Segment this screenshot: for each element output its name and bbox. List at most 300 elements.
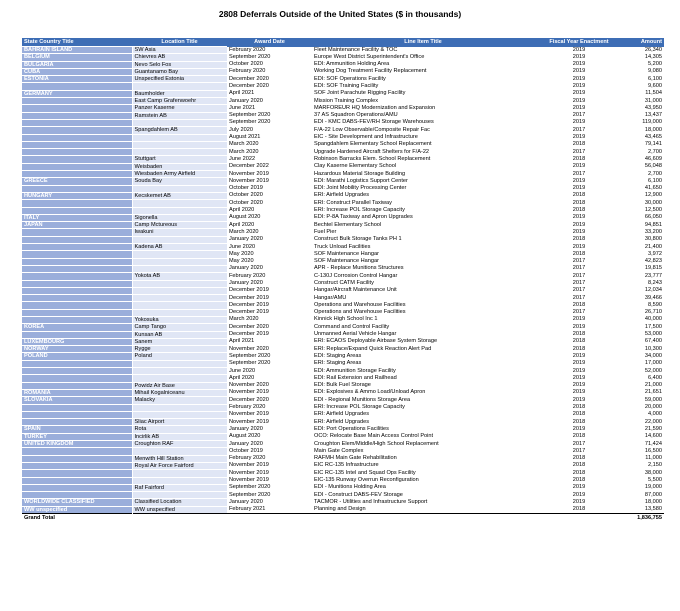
amount-cell: 18,000 (644, 498, 662, 505)
country-cell (22, 127, 132, 134)
award-date-cell: March 2020 (229, 148, 259, 155)
line-item-cell: ERI: ECAOS Deployable Airbase System Storage (314, 338, 438, 345)
country-cell (22, 331, 132, 338)
award-date-cell: September 2020 (229, 119, 271, 126)
location-cell (132, 134, 227, 141)
award-date-cell: September 2020 (229, 484, 271, 491)
amount-cell: 33,200 (644, 228, 662, 235)
line-item-cell: EDI - Construct DABS-FEV Storage (314, 491, 403, 498)
country-cell (22, 492, 132, 499)
amount-cell: 6,100 (648, 75, 662, 82)
table-row (22, 346, 664, 353)
location-cell (132, 119, 227, 126)
award-date-cell: December 2020 (229, 396, 269, 403)
amount-cell: 31,000 (644, 97, 662, 104)
line-item-cell: Mission Training Complex (314, 97, 379, 104)
line-item-cell: Bechtel Elementary School (314, 221, 382, 228)
table-row (22, 222, 664, 229)
line-item-cell: EDI - Munitions Holding Area (314, 484, 386, 491)
fiscal-year-cell: 2017 (572, 126, 586, 133)
award-date-cell: November 2019 (229, 177, 269, 184)
location-cell: Camp Mctureous (132, 222, 227, 229)
award-date-cell: January 2020 (229, 265, 263, 272)
country-cell (22, 265, 132, 272)
country-cell: KOREA (22, 324, 132, 331)
line-item-cell: EIC RC-135 Infrastructure (314, 462, 379, 469)
award-date-cell: February 2020 (229, 404, 266, 411)
line-item-cell: ERI: Airfield Upgrades (314, 192, 370, 199)
amount-cell: 16,500 (644, 447, 662, 454)
amount-cell: 94,851 (644, 221, 662, 228)
fiscal-year-cell: 2018 (572, 331, 586, 338)
amount-cell: 30,800 (644, 236, 662, 243)
table-row (22, 258, 664, 265)
fiscal-year-cell: 2018 (572, 192, 586, 199)
location-cell: Rota (132, 426, 227, 433)
award-date-cell: June 2020 (229, 367, 256, 374)
amount-cell: 19,000 (644, 484, 662, 491)
award-date-cell: February 2021 (229, 506, 266, 513)
country-cell (22, 105, 132, 112)
table-row (22, 280, 664, 287)
location-cell: Ramstein AB (132, 112, 227, 119)
line-item-cell: 37 AS Squadron Operations/AMU (314, 112, 398, 119)
location-cell (132, 360, 227, 367)
line-item-cell: Clay Kaserne Elementary School (314, 163, 397, 170)
line-item-cell: EDI - Regional Munitions Storage Area (314, 396, 411, 403)
award-date-cell: July 2020 (229, 126, 253, 133)
country-cell: SLOVAKIA (22, 397, 132, 404)
amount-cell: 3,972 (648, 250, 662, 257)
fiscal-year-cell: 2019 (572, 82, 586, 89)
line-item-cell: EDI: Ammunition Storage Facility (314, 367, 396, 374)
table-row (22, 265, 664, 272)
award-date-cell: April 2021 (229, 338, 255, 345)
amount-cell: 2,150 (648, 462, 662, 469)
location-cell: Yokota AB (132, 273, 227, 280)
award-date-cell: January 2020 (229, 498, 263, 505)
award-date-cell: February 2020 (229, 455, 266, 462)
amount-cell: 23,777 (644, 272, 662, 279)
country-cell: ESTONIA (22, 76, 132, 83)
table-row (22, 419, 664, 426)
table-row (22, 492, 664, 499)
award-date-cell: October 2020 (229, 192, 263, 199)
fiscal-year-cell: 2018 (572, 141, 586, 148)
table-row (22, 287, 664, 294)
fiscal-year-cell: 2019 (572, 119, 586, 126)
award-date-cell: November 2019 (229, 418, 269, 425)
fiscal-year-cell: 2017 (572, 447, 586, 454)
table-row (22, 331, 664, 338)
award-date-cell: October 2019 (229, 185, 263, 192)
location-cell: Malacky (132, 397, 227, 404)
amount-cell: 53,000 (644, 331, 662, 338)
location-cell (132, 375, 227, 382)
table-row (22, 316, 664, 323)
amount-cell: 19,815 (644, 265, 662, 272)
award-date-cell: November 2019 (229, 411, 269, 418)
fiscal-year-cell: 2017 (572, 440, 586, 447)
fiscal-year-cell: 2019 (572, 389, 586, 396)
amount-cell: 17,000 (644, 360, 662, 367)
country-cell (22, 484, 132, 491)
amount-cell: 40,000 (644, 316, 662, 323)
country-cell: HUNGARY (22, 192, 132, 199)
location-cell: Iwakuni (132, 229, 227, 236)
amount-cell: 4,000 (648, 411, 662, 418)
award-date-cell: September 2020 (229, 360, 271, 367)
location-cell: Nevo Selo Fos (132, 61, 227, 68)
country-cell (22, 83, 132, 90)
table-row (22, 441, 664, 448)
header-country: State Country Title (22, 38, 132, 47)
line-item-cell: APR - Replace Munitions Structures (314, 265, 404, 272)
line-item-cell: Hazardous Material Storage Building (314, 170, 406, 177)
fiscal-year-cell: 2019 (572, 484, 586, 491)
table-row (22, 98, 664, 105)
fiscal-year-cell: 2019 (572, 221, 586, 228)
table-row (22, 368, 664, 375)
country-cell (22, 207, 132, 214)
location-cell: Poland (132, 353, 227, 360)
table-row (22, 68, 664, 75)
location-cell: Mihail Kogalniceanu (132, 389, 227, 396)
fiscal-year-cell: 2018 (572, 250, 586, 257)
award-date-cell: February 2020 (229, 272, 266, 279)
location-cell: Royal Air Force Fairford (132, 462, 227, 469)
award-date-cell: April 2020 (229, 207, 255, 214)
fiscal-year-cell: 2018 (572, 506, 586, 513)
fiscal-year-cell: 2019 (572, 374, 586, 381)
fiscal-year-cell: 2017 (572, 287, 586, 294)
amount-cell: 10,300 (644, 345, 662, 352)
line-item-cell: Unmanned Aerial Vehicle Hangar (314, 331, 397, 338)
location-cell (132, 141, 227, 148)
award-date-cell: December 2020 (229, 75, 269, 82)
amount-cell: 41,650 (644, 185, 662, 192)
location-cell: Camp Tango (132, 324, 227, 331)
amount-cell: 71,424 (644, 440, 662, 447)
table-row (22, 273, 664, 280)
line-item-cell: Hangar/AMU (314, 294, 347, 301)
line-item-cell: EIC RC-135 Intel and Squad Ops Facility (314, 469, 416, 476)
location-cell: Souda Bay (132, 178, 227, 185)
country-cell (22, 185, 132, 192)
line-item-cell: ERI: Airfield Upgrades (314, 411, 370, 418)
country-cell (22, 455, 132, 462)
table-row (22, 171, 664, 178)
award-date-cell: December 2020 (229, 323, 269, 330)
amount-cell: 11,000 (645, 455, 662, 462)
country-cell (22, 171, 132, 178)
award-date-cell: September 2020 (229, 53, 271, 60)
location-cell (132, 411, 227, 418)
country-cell (22, 258, 132, 265)
line-item-cell: Hangar/Aircraft Maintenance Unit (314, 287, 397, 294)
country-cell: BULGARIA (22, 61, 132, 68)
fiscal-year-cell: 2019 (572, 352, 586, 359)
country-cell: WW unspecified (22, 506, 132, 513)
amount-cell: 5,200 (648, 61, 662, 68)
deferrals-table (22, 38, 664, 521)
amount-cell: 119,000 (642, 119, 662, 126)
amount-cell: 9,600 (648, 82, 662, 89)
table-row (22, 192, 664, 199)
award-date-cell: December 2019 (229, 294, 269, 301)
table-row (22, 112, 664, 119)
country-cell: GERMANY (22, 90, 132, 97)
country-cell (22, 244, 132, 251)
award-date-cell: November 2019 (229, 389, 269, 396)
line-item-cell: Upgrade Hardened Aircraft Shelters for F/A-22 (314, 148, 430, 155)
location-cell (132, 368, 227, 375)
amount-cell: 56,048 (644, 163, 662, 170)
table-row (22, 382, 664, 389)
amount-cell: 21,651 (644, 389, 662, 396)
table-row (22, 375, 664, 382)
fiscal-year-cell: 2018 (572, 207, 586, 214)
location-cell (132, 295, 227, 302)
table-header-row (22, 38, 664, 47)
country-cell (22, 368, 132, 375)
line-item-cell: Truck Unload Facilities (314, 243, 371, 250)
location-cell (132, 83, 227, 90)
location-cell: Unspecified Estonia (132, 76, 227, 83)
table-row (22, 470, 664, 477)
award-date-cell: March 2020 (229, 141, 259, 148)
amount-cell: 11,504 (645, 90, 662, 97)
award-date-cell: December 2019 (229, 331, 269, 338)
amount-cell: 2,700 (648, 148, 662, 155)
line-item-cell: TACMOR - Utilities and Infrastructure Support (314, 498, 428, 505)
award-date-cell: March 2020 (229, 316, 259, 323)
table-row (22, 360, 664, 367)
country-cell (22, 141, 132, 148)
line-item-cell: EDI: SOF Operations Facility (314, 75, 386, 82)
line-item-cell: Robinson Barracks Elem. School Replacement (314, 155, 431, 162)
award-date-cell: November 2019 (229, 170, 269, 177)
award-date-cell: January 2020 (229, 425, 263, 432)
award-date-cell: August 2020 (229, 433, 261, 440)
country-cell (22, 119, 132, 126)
country-cell: LUXEMBOURG (22, 338, 132, 345)
header-award-date: Award Date (227, 38, 312, 47)
country-cell (22, 156, 132, 163)
award-date-cell: September 2020 (229, 112, 271, 119)
award-date-cell: March 2020 (229, 228, 259, 235)
amount-cell: 43,950 (644, 104, 662, 111)
line-item-cell: OCO: Relocate Base Main Access Control Point (314, 433, 434, 440)
amount-cell: 42,823 (644, 258, 662, 265)
table-row (22, 127, 664, 134)
award-date-cell: June 2020 (229, 243, 256, 250)
country-cell (22, 200, 132, 207)
fiscal-year-cell: 2018 (572, 418, 586, 425)
location-cell (132, 236, 227, 243)
line-item-cell: EDI: Rail Extension and Railhead (314, 374, 397, 381)
line-item-cell: Main Gate Complex (314, 447, 364, 454)
location-cell: Yokosuka (132, 316, 227, 323)
location-cell: Sliac Airport (132, 419, 227, 426)
location-cell (132, 280, 227, 287)
fiscal-year-cell: 2019 (572, 75, 586, 82)
fiscal-year-cell: 2018 (572, 345, 586, 352)
award-date-cell: August 2021 (229, 134, 261, 141)
country-cell (22, 287, 132, 294)
award-date-cell: October 2020 (229, 61, 263, 68)
location-cell (132, 470, 227, 477)
table-row (22, 76, 664, 83)
location-cell (132, 448, 227, 455)
award-date-cell: January 2020 (229, 440, 263, 447)
award-date-cell: October 2020 (229, 199, 263, 206)
country-cell (22, 316, 132, 323)
country-cell: SPAIN (22, 426, 132, 433)
location-cell: Weisbaden (132, 163, 227, 170)
country-cell: UNITED KINGDOM (22, 441, 132, 448)
fiscal-year-cell: 2018 (572, 462, 586, 469)
table-row (22, 309, 664, 316)
country-cell: ROMANIA (22, 389, 132, 396)
fiscal-year-cell: 2018 (572, 469, 586, 476)
fiscal-year-cell: 2019 (572, 360, 586, 367)
amount-cell: 21,000 (644, 382, 662, 389)
fiscal-year-cell: 2019 (572, 367, 586, 374)
amount-cell: 52,000 (644, 367, 662, 374)
country-cell (22, 251, 132, 258)
country-cell (22, 229, 132, 236)
fiscal-year-cell: 2019 (572, 163, 586, 170)
table-row (22, 185, 664, 192)
line-item-cell: Operations and Warehouse Facilities (314, 309, 406, 316)
line-item-cell: Operations and Warehouse Facilities (314, 301, 406, 308)
fiscal-year-cell: 2019 (572, 243, 586, 250)
table-row (22, 134, 664, 141)
line-item-cell: SOF Maintenance Hangar (314, 250, 379, 257)
amount-cell: 22,000 (644, 418, 662, 425)
location-cell: WW unspecified (132, 506, 227, 513)
line-item-cell: EDI: Explosives & Ammo Load/Unload Apron (314, 389, 426, 396)
location-cell: Spangdahlem AB (132, 127, 227, 134)
table-row (22, 149, 664, 156)
country-cell (22, 411, 132, 418)
table-row (22, 404, 664, 411)
country-cell (22, 295, 132, 302)
country-cell (22, 273, 132, 280)
amount-cell: 30,000 (644, 199, 662, 206)
country-cell: CUBA (22, 68, 132, 75)
line-item-cell: EDI: Port Operations Facilities (314, 425, 389, 432)
line-item-cell: Kinnick High School Inc 1 (314, 316, 378, 323)
fiscal-year-cell: 2019 (572, 323, 586, 330)
table-row (22, 302, 664, 309)
country-cell: JAPAN (22, 222, 132, 229)
line-item-cell: SOF Maintenance Hangar (314, 258, 379, 265)
location-cell: Menwith Hill Station (132, 455, 227, 462)
table-row (22, 200, 664, 207)
country-cell (22, 477, 132, 484)
location-cell (132, 404, 227, 411)
line-item-cell: MARFOREUR HQ Modernization and Expansion (314, 104, 436, 111)
country-cell (22, 360, 132, 367)
country-cell (22, 302, 132, 309)
fiscal-year-cell: 2019 (572, 214, 586, 221)
fiscal-year-cell: 2017 (572, 294, 586, 301)
table-row (22, 207, 664, 214)
line-item-cell: RAFMH Main Gate Rehabilitation (314, 455, 397, 462)
fiscal-year-cell: 2018 (572, 433, 586, 440)
amount-cell: 26,340 (644, 46, 662, 53)
country-cell (22, 163, 132, 170)
table-row (22, 141, 664, 148)
table-row (22, 324, 664, 331)
amount-cell: 67,400 (644, 338, 662, 345)
award-date-cell: September 2020 (229, 491, 271, 498)
location-cell (132, 309, 227, 316)
country-cell (22, 462, 132, 469)
amount-cell: 8,243 (648, 280, 662, 286)
amount-cell: 46,609 (644, 155, 662, 162)
country-cell: BELGIUM (22, 54, 132, 61)
award-date-cell: November 2019 (229, 469, 269, 476)
table-row (22, 433, 664, 440)
location-cell: Kunsan AB (132, 331, 227, 338)
table-row (22, 251, 664, 258)
country-cell (22, 382, 132, 389)
fiscal-year-cell: 2017 (572, 112, 586, 119)
table-row (22, 83, 664, 90)
amount-cell: 26,710 (644, 309, 662, 316)
amount-cell: 12,034 (644, 287, 662, 294)
line-item-cell: Command and Control Facility (314, 323, 390, 330)
amount-cell: 39,466 (644, 294, 662, 301)
header-location: Location Title (132, 38, 227, 47)
fiscal-year-cell: 2019 (572, 396, 586, 403)
amount-cell: 20,000 (644, 404, 662, 411)
line-item-cell: C-130J Corrosion Control Hangar (314, 272, 398, 279)
table-row (22, 397, 664, 404)
amount-cell: 12,500 (644, 207, 662, 214)
table-row (22, 477, 664, 484)
amount-cell: 5,500 (648, 477, 662, 484)
location-cell: Croughton RAF (132, 441, 227, 448)
amount-cell: 66,050 (644, 214, 662, 221)
fiscal-year-cell: 2019 (572, 53, 586, 60)
table-row (22, 119, 664, 126)
fiscal-year-cell: 2019 (572, 177, 586, 184)
fiscal-year-cell: 2018 (572, 236, 586, 243)
award-date-cell: August 2020 (229, 214, 261, 221)
grand-total-row (22, 514, 664, 522)
award-date-cell: December 2022 (229, 163, 269, 170)
fiscal-year-cell: 2018 (572, 199, 586, 206)
country-cell (22, 470, 132, 477)
fiscal-year-cell: 2017 (572, 258, 586, 265)
country-cell (22, 375, 132, 382)
table-row (22, 214, 664, 221)
table-row (22, 47, 664, 54)
table-row (22, 426, 664, 433)
table-row (22, 338, 664, 345)
location-cell: Classified Location (132, 499, 227, 506)
line-item-cell: EDI - KMC DABS-FEV/RH Storage Warehouses (314, 119, 434, 126)
table-row (22, 506, 664, 513)
location-cell: Kecskemet AB (132, 192, 227, 199)
location-cell (132, 492, 227, 499)
amount-cell: 21,590 (644, 425, 662, 432)
fiscal-year-cell: 2018 (572, 455, 586, 462)
